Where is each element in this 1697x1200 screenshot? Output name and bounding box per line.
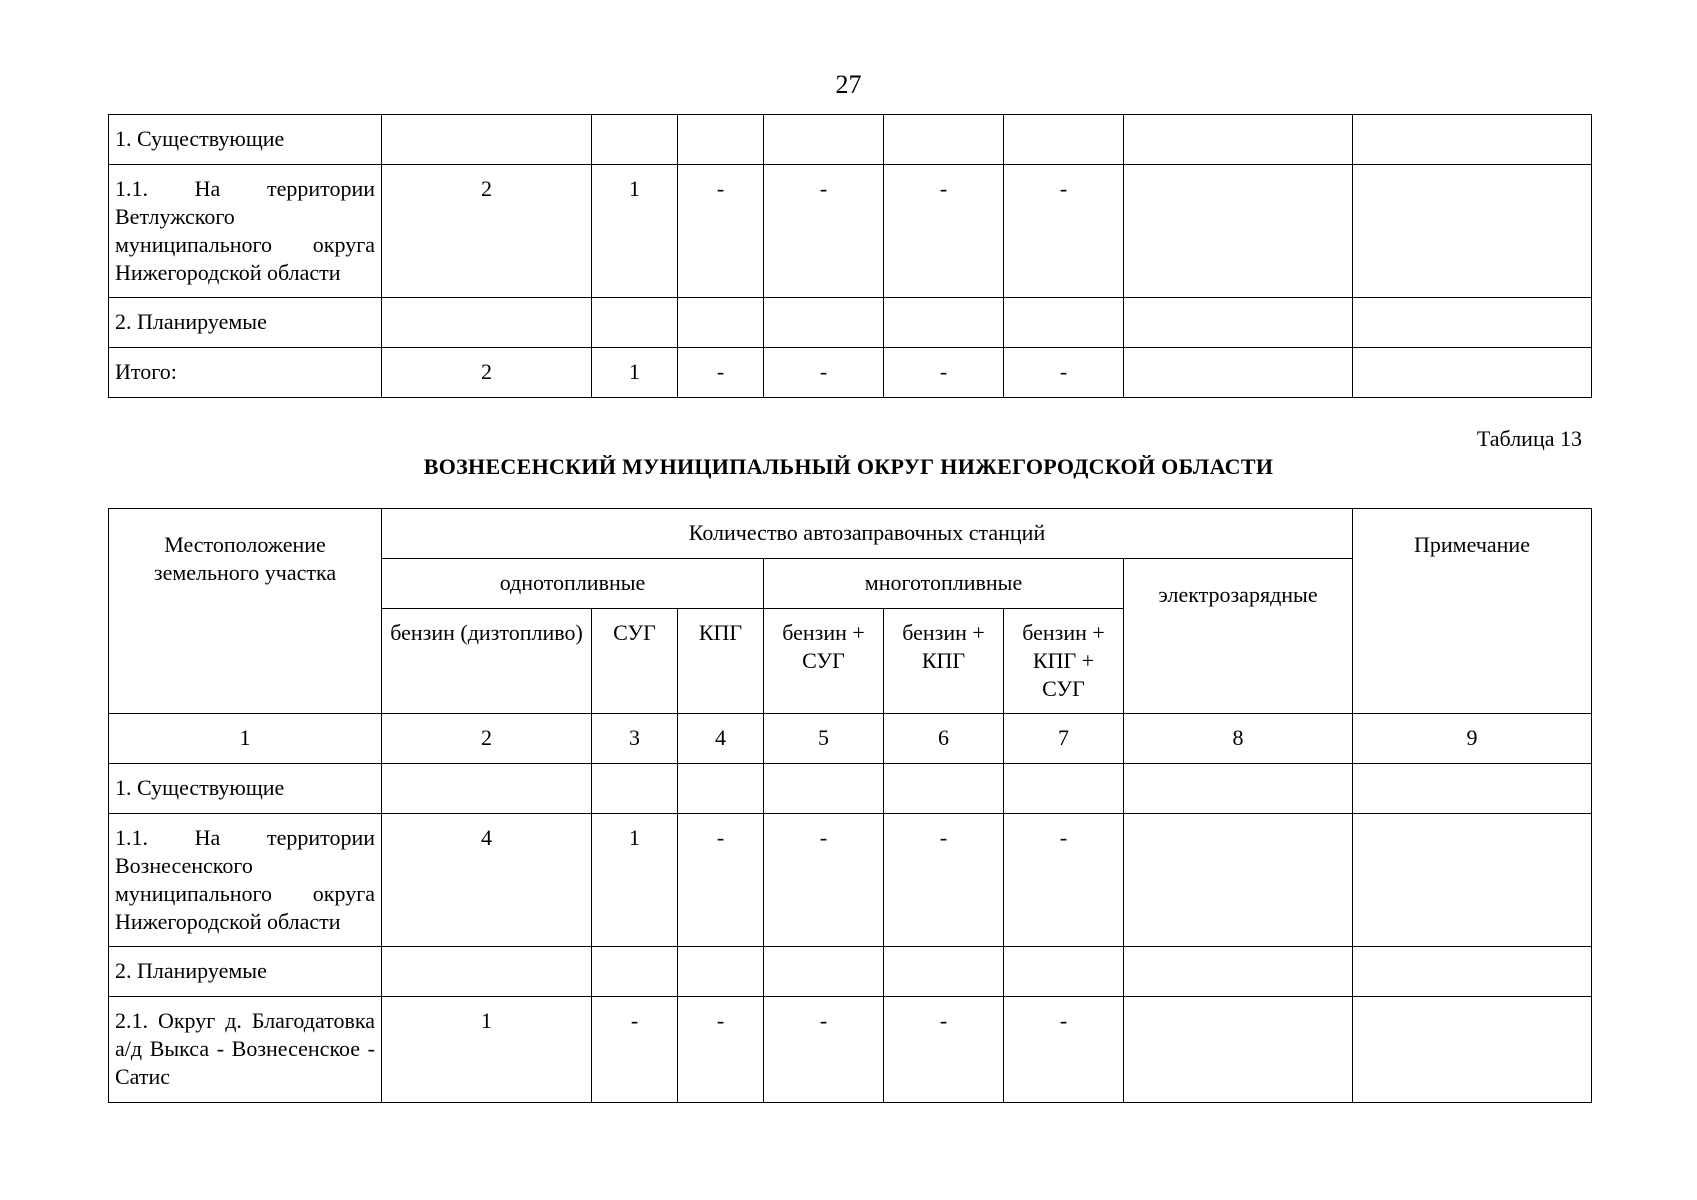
column-number: 7 [1004, 714, 1124, 764]
cell [884, 115, 1004, 165]
section-title: ВОЗНЕСЕНСКИЙ МУНИЦИПАЛЬНЫЙ ОКРУГ НИЖЕГОРОДСКОЙ ОБЛАСТИ [423, 454, 1274, 479]
column-number: 2 [382, 714, 592, 764]
cell [764, 764, 884, 814]
cell [1353, 165, 1592, 298]
cell: - [678, 165, 764, 298]
header-row [109, 509, 1592, 559]
table-row [109, 947, 1592, 997]
cell: 2 [382, 348, 592, 398]
header-cng: КПГ [678, 609, 764, 714]
cell [382, 947, 592, 997]
page-number: 27 [835, 70, 862, 99]
cell [592, 115, 678, 165]
cell [1124, 298, 1353, 348]
cell [764, 298, 884, 348]
cell: - [1004, 997, 1124, 1103]
cell: - [592, 997, 678, 1103]
cell [884, 947, 1004, 997]
cell: - [1004, 814, 1124, 947]
cell [1124, 165, 1353, 298]
cell [678, 298, 764, 348]
cell [1004, 115, 1124, 165]
cell [1353, 348, 1592, 398]
table-row [109, 814, 1592, 947]
cell: - [1004, 165, 1124, 298]
cell [764, 115, 884, 165]
cell: 2 [382, 165, 592, 298]
cell: - [764, 814, 884, 947]
row-label: 1.1. На территории Вознесенского муниципального округа Нижегородской области [109, 814, 382, 947]
header-single-fuel: однотопливные [382, 559, 764, 609]
header-petrol: бензин (дизтопливо) [382, 609, 592, 714]
cell: 1 [592, 348, 678, 398]
cell [1353, 814, 1592, 947]
cell [1124, 764, 1353, 814]
row-label: 1. Существующие [109, 764, 382, 814]
column-number: 3 [592, 714, 678, 764]
cell [764, 947, 884, 997]
cell [382, 115, 592, 165]
table-row [109, 165, 1592, 298]
table-row [109, 115, 1592, 165]
cell [884, 298, 1004, 348]
column-number: 8 [1124, 714, 1353, 764]
cell [1353, 947, 1592, 997]
header-note: Примечание [1353, 509, 1592, 714]
row-label: 2. Планируемые [109, 947, 382, 997]
cell: 1 [592, 814, 678, 947]
header-lpg: СУГ [592, 609, 678, 714]
previous-table [108, 114, 1592, 398]
cell [592, 947, 678, 997]
cell: 1 [382, 997, 592, 1103]
cell [592, 298, 678, 348]
row-label: 2.1. Округ д. Благодатовка а/д Выкса - Вознесенское - Сатис [109, 997, 382, 1103]
cell: 1 [592, 165, 678, 298]
column-number-row [109, 714, 1592, 764]
cell [382, 764, 592, 814]
header-petrol-lpg: бензин + СУГ [764, 609, 884, 714]
row-label: 1.1. На территории Ветлужского муниципального округа Нижегородской области [109, 165, 382, 298]
cell: - [678, 348, 764, 398]
cell: - [764, 348, 884, 398]
row-label: Итого: [109, 348, 382, 398]
cell [1353, 764, 1592, 814]
cell [592, 764, 678, 814]
header-multi-fuel: многотопливные [764, 559, 1124, 609]
header-petrol-cng-lpg: бензин + КПГ + СУГ [1004, 609, 1124, 714]
cell [678, 764, 764, 814]
column-number: 1 [109, 714, 382, 764]
cell: - [678, 997, 764, 1103]
cell [1353, 997, 1592, 1103]
cell [1353, 115, 1592, 165]
row-label: 1. Существующие [109, 115, 382, 165]
table-row [109, 298, 1592, 348]
header-location: Местоположение земельного участка [109, 509, 382, 714]
column-number: 4 [678, 714, 764, 764]
table-13 [108, 508, 1592, 1103]
cell: - [884, 997, 1004, 1103]
cell [1124, 947, 1353, 997]
cell [678, 947, 764, 997]
header-petrol-cng: бензин + КПГ [884, 609, 1004, 714]
table-caption: Таблица 13 [1476, 426, 1582, 451]
cell [1124, 115, 1353, 165]
column-number: 6 [884, 714, 1004, 764]
cell [1124, 348, 1353, 398]
cell: - [678, 814, 764, 947]
cell [382, 298, 592, 348]
cell: - [764, 165, 884, 298]
cell [1004, 298, 1124, 348]
cell: - [884, 348, 1004, 398]
cell: - [1004, 348, 1124, 398]
header-count: Количество автозаправочных станций [382, 509, 1353, 559]
row-label: 2. Планируемые [109, 298, 382, 348]
cell [1124, 997, 1353, 1103]
cell: - [884, 165, 1004, 298]
cell [884, 764, 1004, 814]
cell: - [884, 814, 1004, 947]
cell [1353, 298, 1592, 348]
cell [1004, 764, 1124, 814]
cell [1004, 947, 1124, 997]
cell [1124, 814, 1353, 947]
column-number: 5 [764, 714, 884, 764]
table-row [109, 764, 1592, 814]
cell: 4 [382, 814, 592, 947]
table-row [109, 997, 1592, 1103]
table-row [109, 348, 1592, 398]
header-electric: электрозарядные [1124, 559, 1353, 714]
column-number: 9 [1353, 714, 1592, 764]
cell: - [764, 997, 884, 1103]
cell [678, 115, 764, 165]
